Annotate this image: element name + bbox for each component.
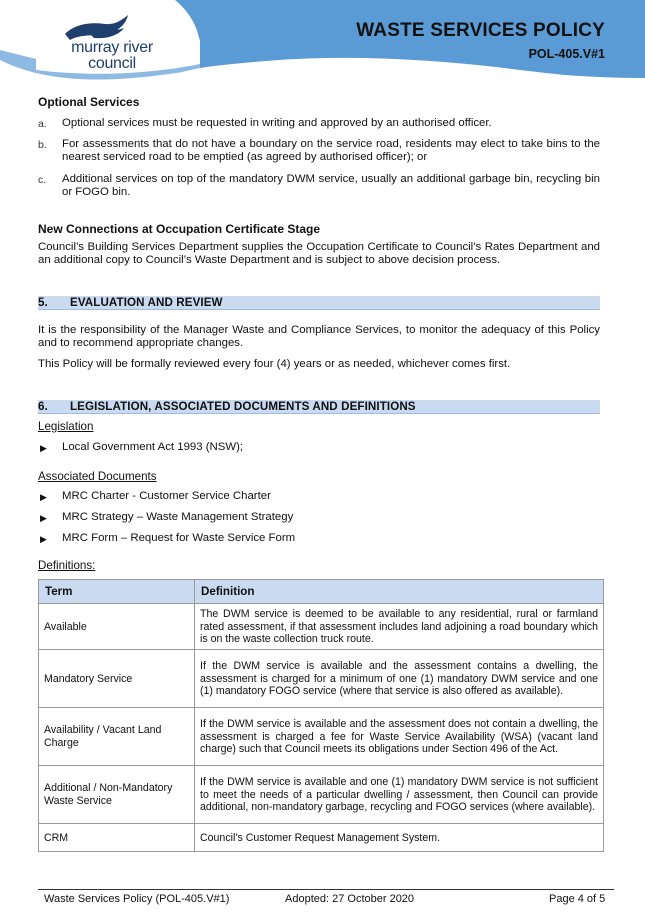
table-row — [39, 708, 604, 766]
legislation-label: Legislation — [38, 420, 94, 433]
list-marker: b. — [38, 139, 47, 151]
new-connections-text: Council’s Building Services Department supplies the Occupation Certificate to Council’s Rates Department and an additional copy to Council’s Waste Department and is subject to above decision process. — [38, 241, 600, 267]
triangle-bullet-icon: ▶ — [40, 492, 47, 502]
policy-title: WASTE SERVICES POLICY — [356, 20, 605, 41]
section-6-number: 6. — [38, 400, 48, 413]
list-item: Optional services must be requested in writing and approved by an authorised officer. — [62, 117, 492, 129]
table-header-row — [39, 580, 604, 604]
table-row — [39, 824, 604, 852]
org-name-line2: council — [88, 55, 136, 72]
list-item: For assessments that do not have a boundary on the service road, residents may elect to take bins to the nearest serviced road to be emptied (as agreed by authorised officer); or — [62, 138, 600, 164]
associated-documents-label: Associated Documents — [38, 470, 157, 483]
section-6-title: LEGISLATION, ASSOCIATED DOCUMENTS AND DEFINITIONS — [70, 400, 416, 413]
new-connections-heading: New Connections at Occupation Certificate Stage — [38, 222, 321, 236]
section-5-title: EVALUATION AND REVIEW — [70, 296, 223, 309]
definition-cell: If the DWM service is available and one (1) mandatory DWM service is not sufficient to meet the needs of a particular dwelling / assessment, then Council can provide additional, non-mandatory garbage, recycling and FOGO services (where available). — [195, 766, 604, 824]
triangle-bullet-icon: ▶ — [40, 443, 47, 453]
term-cell: CRM — [39, 824, 195, 852]
term-cell: Mandatory Service — [39, 650, 195, 708]
table-row — [39, 766, 604, 824]
definitions-label: Definitions: — [38, 559, 96, 572]
optional-services-heading: Optional Services — [38, 95, 140, 109]
table-row — [39, 650, 604, 708]
definition-cell: If the DWM service is available and the assessment does not contain a dwelling, the assessment is charged a fee for Waste Service Availability (WSA) (vacant land charge) such that Council meets its obligations under Section 496 of the Act. — [195, 708, 604, 766]
footer-divider — [38, 889, 614, 890]
associated-item: MRC Charter - Customer Service Charter — [62, 490, 271, 502]
table-row — [39, 604, 604, 650]
definitions-table — [38, 579, 604, 852]
term-cell: Availability / Vacant Land Charge — [39, 708, 195, 766]
footer-adopted: Adopted: 27 October 2020 — [285, 893, 415, 905]
term-cell: Available — [39, 604, 195, 650]
triangle-bullet-icon: ▶ — [40, 513, 47, 523]
definition-cell: If the DWM service is available and the assessment contains a dwelling, the assessment is charged for a minimum of one (1) mandatory DWM service and one (1) mandatory FOGO service (where that service is also offered as available). — [195, 650, 604, 708]
column-header-definition: Definition — [195, 580, 604, 604]
associated-item: MRC Strategy – Waste Management Strategy — [62, 511, 294, 523]
definition-cell: The DWM service is deemed to be available to any residential, rural or farmland rated assessment, if that assessment includes land adjoining a road boundary which is on the waste collection truck route. — [195, 604, 604, 650]
legislation-item: Local Government Act 1993 (NSW); — [62, 441, 244, 453]
section-5-number: 5. — [38, 296, 48, 309]
council-logo-text — [52, 40, 172, 72]
list-item: Additional services on top of the mandatory DWM service, usually an additional garbage bin, recycling bin or FOGO bin. — [62, 173, 600, 199]
triangle-bullet-icon: ▶ — [40, 534, 47, 544]
list-marker: a. — [38, 118, 47, 130]
column-header-term: Term — [39, 580, 195, 604]
footer-page-number: Page 4 of 5 — [549, 893, 606, 905]
footer-document: Waste Services Policy (POL-405.V#1) — [44, 893, 230, 905]
org-name-line1: murray river — [71, 39, 153, 56]
associated-item: MRC Form – Request for Waste Service Form — [62, 532, 296, 544]
section-5-para2: This Policy will be formally reviewed every four (4) years or as needed, whichever comes first. — [38, 358, 511, 370]
policy-code: POL-405.V#1 — [528, 47, 605, 61]
definition-cell: Council’s Customer Request Management System. — [195, 824, 604, 852]
section-5-para1: It is the responsibility of the Manager Waste and Compliance Services, to monitor the adequacy of this Policy and to recommend appropriate changes. — [38, 324, 600, 350]
list-marker: c. — [38, 174, 47, 186]
term-cell: Additional / Non-Mandatory Waste Service — [39, 766, 195, 824]
